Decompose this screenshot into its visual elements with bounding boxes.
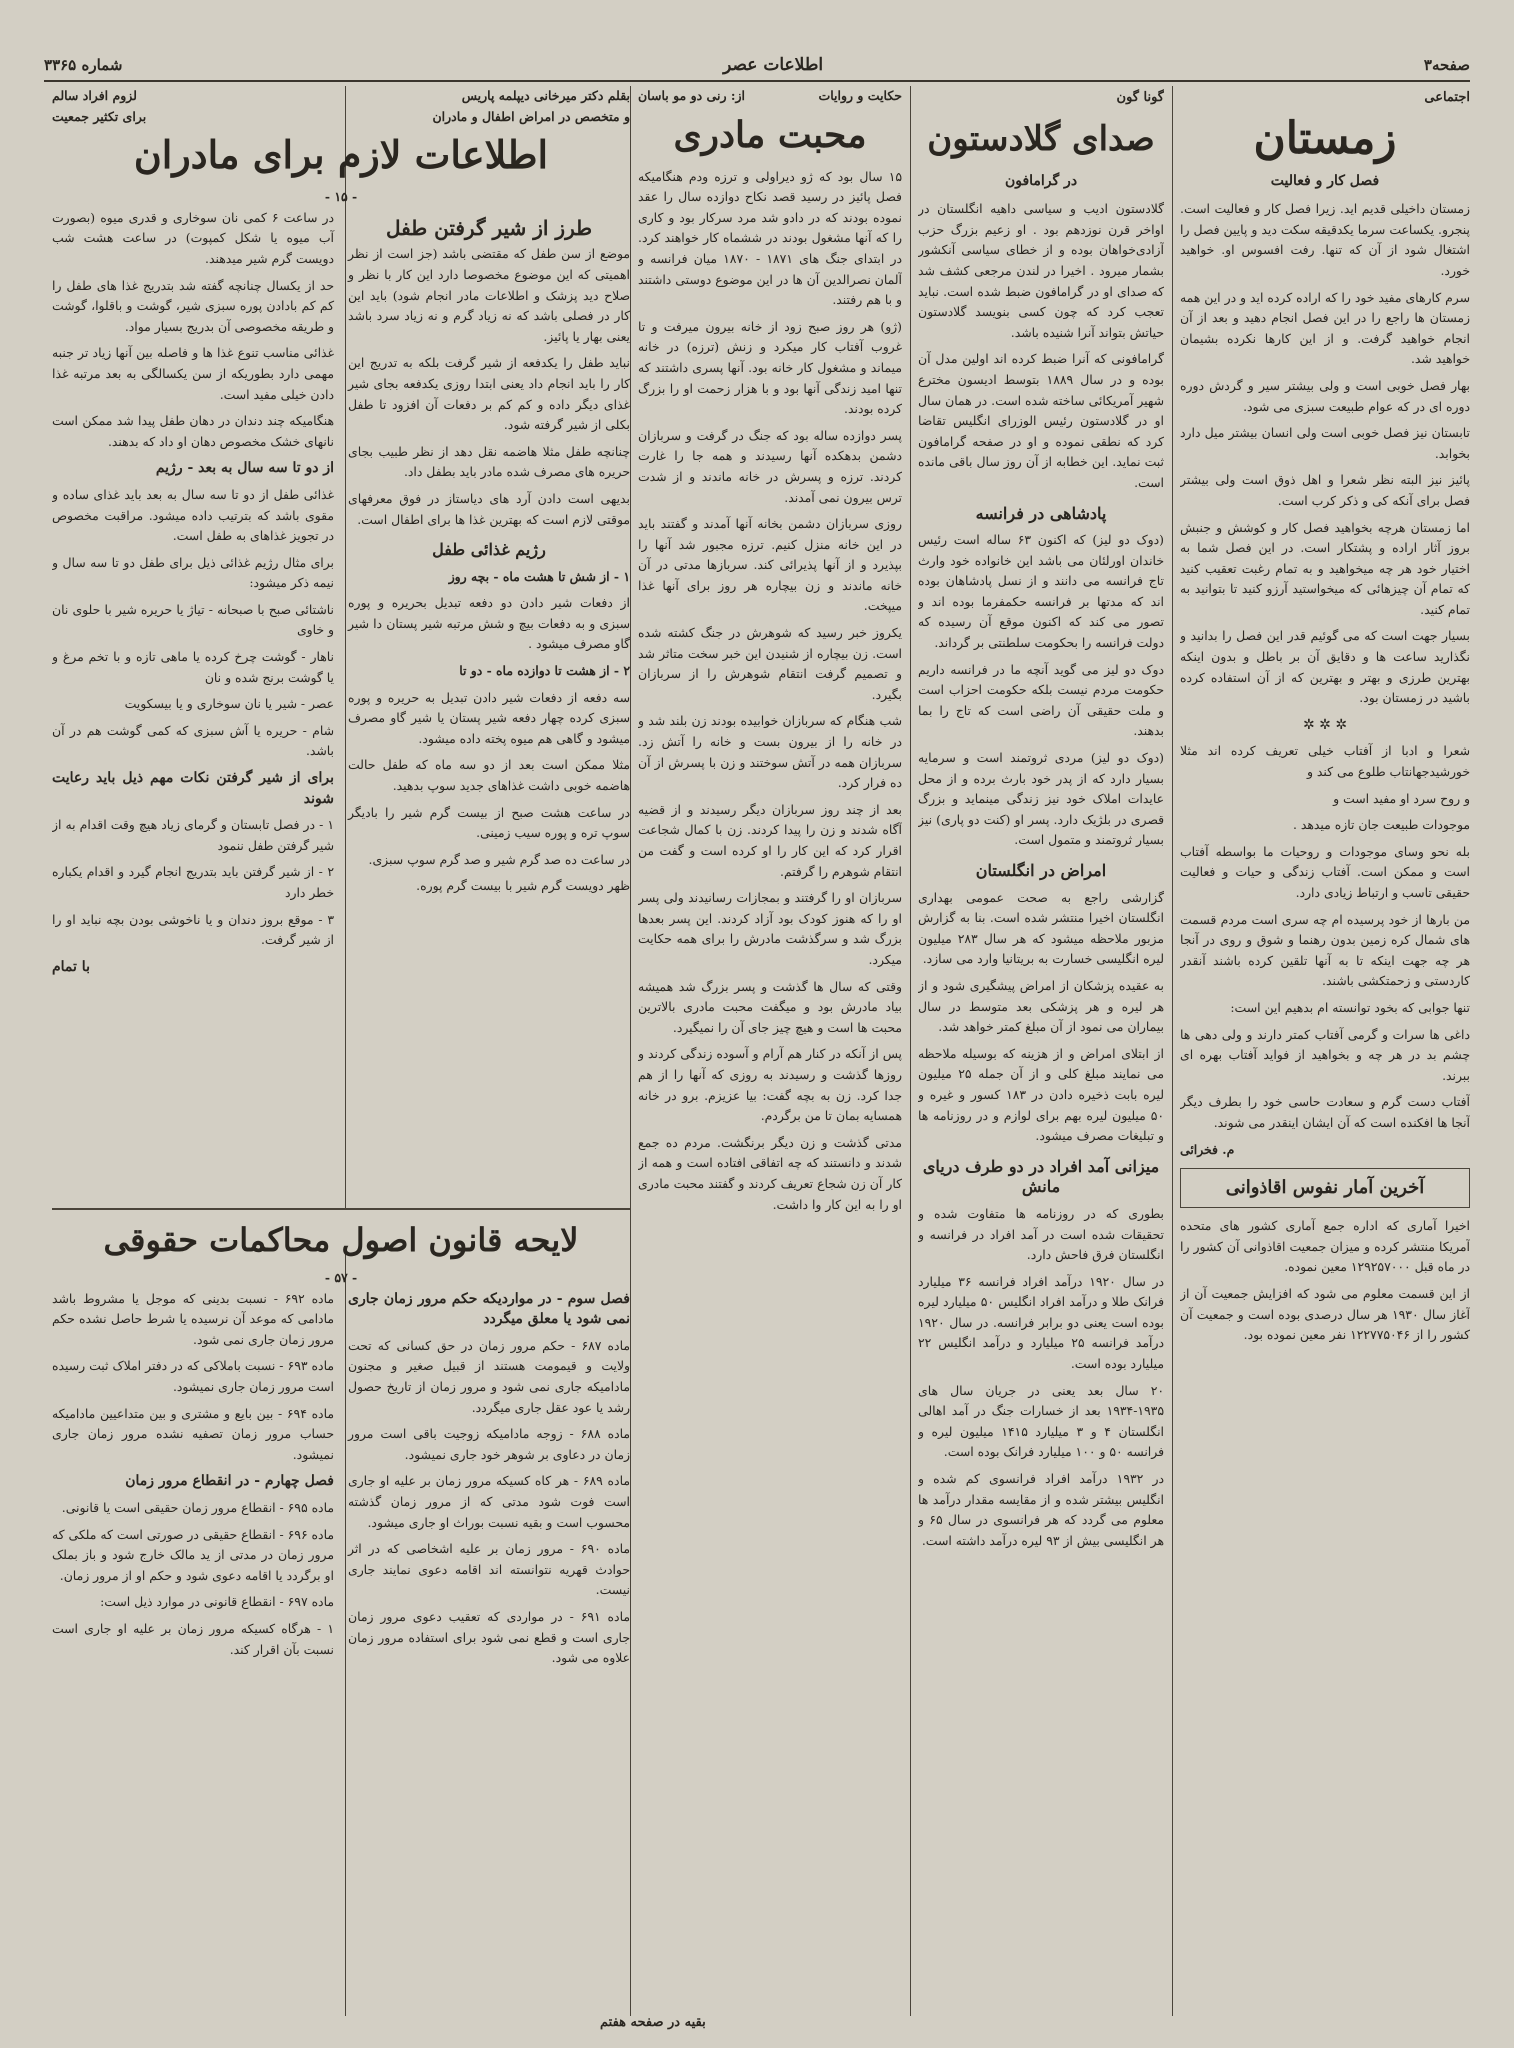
law-chapter-3: فصل سوم - در مواردیکه حکم مرور زمان جاری نمی شود یا معلق میگردد xyxy=(348,1290,630,1328)
paragraph: برای مثال رژیم غذائی ذیل برای طفل دو تا سه سال و نیمه ذکر میشود: xyxy=(52,554,334,591)
section-kicker: گونا گون xyxy=(1116,90,1164,105)
paragraph: یکروز خبر رسید که شوهرش در جنگ کشته شده است. زن بیچاره از شنیدن این خبر سخت متاثر شد و تصمیم گرفت انتقام شوهرش را از سربازان بگیرد. xyxy=(638,625,902,702)
paragraph: مدتی گذشت و زن دیگر برنگشت. مردم ده جمع شدند و دانستند که چه اتفاقی افتاده است و همه از کار آن زن شجاع تعریف کردند و گفتند محبت مادری او را به این کار وا داشت. xyxy=(638,1134,902,1212)
column-winter xyxy=(1180,86,1470,2011)
law-article: ماده ۶۹۰ - مرور زمان بر علیه اشخاصی که در اثر حوادث قهریه نتوانسته اند اقامه دعوی نمایند جاری نیست. xyxy=(348,1541,630,1598)
subhead-diet: رژیم غذائی طفل xyxy=(432,540,546,560)
column-gladstone xyxy=(918,86,1164,2011)
paragraph: گلادستون ادیب و سیاسی داهیه انگلستان در اواخر قرن نوزدهم بود . او زعیم بزرگ حزب آزادی‌خواهان بوده و از خطای سیاسی آنکشور بشمار میرود . اخیرا در لندن مرجعی کشف شد که صدای او در گرامافون ضبط شده است. نباید تعجب کرد که چون کسی بنویسد گلادستون حیاتش بتواند آنرا شنیده باشد. xyxy=(918,201,1164,340)
paragraph: بهار فصل خوبی است و ولی بیشتر سیر و گردش دوره دوره ای در که عوام طبیعت سبزی می شود. xyxy=(1180,377,1470,414)
paragraph: (دوک دو لیز) مردی ثروتمند است و سرمایه بسیار دارد که از پدر خود بارث برده و از محل عایدات املاک خود نیز زندگی مینماید و بزرگ قصری در بلژیک دارد. پسر او (کنت دو پاری) نیز بسیار ثروتمند و متمول است. xyxy=(918,750,1164,848)
paragraph: تنها جوابی که بخود توانسته ام بدهیم این است: xyxy=(1230,999,1470,1015)
paragraph: تابستان نیز فصل خوبی است ولی انسان بیشتر میل دارد بخوابد. xyxy=(1180,425,1470,461)
age-subhead: از دو تا سه سال به بعد - رژیم xyxy=(155,460,334,477)
law-article: ماده ۶۹۶ - انقطاع حقیقی در صورتی است که ملکی که مرور زمان در مدتی از ید مالک خارج شود و باز بملک او برگردد یا اقامه دعوی شود و حکم او از مرور زمان. xyxy=(52,1526,334,1583)
law-article: ماده ۶۹۴ - بین بایع و مشتری و بین متداعیین مادامیکه حساب مرور زمان تصفیه نشده مرور زمان جاری نمیشود. xyxy=(52,1405,334,1462)
paragraph: پسر دوازده ساله بود که جنگ در گرفت و سربازان دشمن بدهکده آنها رسیدند و همه جا را غارت کردند. ترزه و پسرش در خانه ماندند و از شدت ترس بیرون نمی آمدند. xyxy=(638,427,902,505)
law-article: ماده ۶۹۷ - انقطاع قانونی در موارد ذیل است: xyxy=(100,1594,334,1610)
paper-name: اطلاعات عصر xyxy=(723,55,824,75)
law-article: ماده ۶۹۵ - انقطاع مرور زمان حقیقی است یا قانونی. xyxy=(61,1499,334,1515)
story-author: از: رنی دو مو باسان xyxy=(638,88,745,103)
paragraph: وقتی که سال ها گذشت و پسر بزرگ شد همیشه بیاد مادرش بود و میگفت محبت مادری بالاترین محبت ها است و هیچ چیز جای آن را نمیگیرد. xyxy=(638,978,902,1035)
paragraph: در سال ۱۹۲۰ درآمد افراد فرانسه ۳۶ میلیارد فرانک طلا و درآمد افراد انگلیس ۵۰ میلیارد لیره بوده است یعنی دو برابر فرانسه. در سال ۱۹۲۰ درآمد فرانسه ۲۵ میلیارد و درآمد انگلیس ۲۲ میلیارد بوده است. xyxy=(918,1273,1164,1372)
law-article: ماده ۶۹۱ - در مواردی که تعقیب دعوی مرور زمان جاری است و قطع نمی شود برای استفاده مرور زمان علاوه می شود. xyxy=(348,1608,630,1666)
law-article: ماده ۶۸۹ - هر کاه کسیکه مرور زمان بر علیه او جاری است فوت شود مدتی که از مرور زمان گذشته محسوب است و بقیه نسبت بوراث او جاری میشود. xyxy=(348,1473,630,1530)
issue-number: شماره ۳۳۶۵ xyxy=(44,56,123,74)
subhead-income-channel: میزانی آمد افراد در دو طرف دریای مانش xyxy=(922,1156,1160,1197)
diet-line: مثلا ممکن است بعد از دو سه ماه که طفل حالت هاضمه خوبی داشت غذاهای جدید سوپ بدهید. xyxy=(348,757,630,794)
paragraph: چنانچه طفل مثلا هاضمه نقل دهد از نظر طبیب بجای حریره های مصرف شده مادر باید بطفل داد. xyxy=(348,443,630,480)
paragraph: حد از یکسال چنانچه گفته شد بتدریج غذا های طفل را کم کم بادادن پوره سبزی شیر، گوشت و باقلوا، گوشت و طریقه مخصوصی آن بدریج بسیار مواد. xyxy=(52,277,334,334)
paragraph: از ابتلای امراض و از هزینه که بوسیله ملاحظه می نمایند مبلغ کلی و از آن جمله ۲۵ میلیون لیره بابت ذخیره دادن در ۱۸۳ کسور و غیره و ۵۰ میلیون لیره بهم برای لوازم و در روزنامه ها و تبلیغات مصرف میشود. xyxy=(918,1045,1164,1144)
diet-line: سه دفعه از دفعات شیر دادن تبدیل به حریره و پوره سبزی کرده چهار دفعه شیر پستان یا شیر گاو مصرف میشود و گاهی هم میوه پخته داده میشود. xyxy=(348,689,630,746)
statistics-box-title: آخرین آمار نفوس اقاذوانی xyxy=(1180,1168,1470,1208)
paragraph: روزی سربازان دشمن بخانه آنها آمدند و گفتند باید در این خانه منزل کنیم. ترزه مجبور شد آنها را بپذیرد و از آنها پذیرائی کند. سربازها مدتی در آن خانه ماندند و زن بیچاره هر روز برای آنها غذا میپخت. xyxy=(638,516,902,614)
signature: م. فخرائی xyxy=(1180,1141,1235,1157)
meal-line: شام - حریره یا آش سبزی که کمی گوشت هم در آن باشد. xyxy=(52,722,334,759)
law-article: ماده ۶۹۲ - نسبت بدینی که موجل یا مشروط باشد مادامی که موعد آن نرسیده یا شرط حاصل نشده حکم مرور زمان جاری نمی شود. xyxy=(52,1290,334,1347)
note-line: ۱ - در فصل تابستان و گرمای زیاد هیچ وقت اقدام به از شیر گرفتن طفل ننمود xyxy=(52,817,334,853)
paragraph: بله نحو وسای موجودات و روحیات ما بواسطه آفتاب است و ممکن است. آفتاب زندگی و حیات و فعالیت حقیقی تاسب و ارتباط زیادی دارد. xyxy=(1180,843,1470,900)
law-number: - ۵۷ - xyxy=(324,1270,358,1285)
subhead-weaning: طرز از شیر گرفتن طفل xyxy=(385,215,593,240)
masthead xyxy=(44,50,1470,82)
paragraph: زمستان داخیلی قدیم اید. زیرا فصل کار و فعالیت است. پنجرو. یکساعت سرما یکدقیقه سکت دید و پایین فصل را اشتغال شود از آن که تنها. رفت افسوس او. خواهید خورد. xyxy=(1180,201,1470,278)
diet-line: ظهر دویست گرم شیر با بیست گرم پوره. xyxy=(416,878,630,894)
end-mark: با تمام xyxy=(52,958,90,975)
law-article: ۱ - هرگاه کسیکه مرور زمان بر علیه او جاری است نسبت بآن اقرار کند. xyxy=(52,1620,334,1657)
paragraph: ۱۵ سال بود که ژو دیراولی و ترزه ودم هنگامیکه فصل پائیز در رسید قصد نکاح دوازده سال را عقد نموده بودند که در دادو شد مرد سرکار بود و کاری را که آنها مشغول بودند در ششماه کار خواهند کرد. در ابتدای جنگ های ۱۸۷۱ - ۱۸۷۰ میان فرانسه و آلمان نصرالدین آن ها در این موضوع دوستی داشتند و با هم رفتند. xyxy=(638,168,902,308)
story-byline xyxy=(638,86,902,107)
article-byline-2 xyxy=(52,107,630,128)
law-chapter-4: فصل چهارم - در انقطاع مرور زمان xyxy=(125,1473,334,1490)
paragraph: اخیرا آماری که اداره جمع آماری کشور های متحده آمریکا منتشر کرده و میزان جمعیت اقاذوانی آن کشور را در ماه قبل ۱۲۹۲۵۷۰۰۰ معین نموده. xyxy=(1180,1218,1470,1275)
column-rule xyxy=(910,86,911,2016)
subtitle-gramophone: در گرامافون xyxy=(1004,172,1078,189)
article-byline xyxy=(52,86,630,107)
note-line: ۳ - موقع بروز دندان و یا ناخوشی بودن بچه نباید او را از شیر گرفت. xyxy=(52,911,334,948)
subtitle-winter: فصل کار و فعالیت xyxy=(1270,172,1380,189)
section-kicker: اجتماعی xyxy=(1424,90,1470,105)
paragraph: بعد از چند روز سربازان دیگر رسیدند و از قضیه آگاه شدند و زن را پیدا کردند. زن با کمال شجاعت اقرار کرد که این کار را او کرده است و گفت من انتقام شوهرم را گرفتم. xyxy=(638,801,902,879)
paragraph: غذائی مناسب تنوع غذا ها و فاصله بین آنها زیاد تر جنبه مهمی دارد بطوریکه از سن یکسالگی به بعد مرتبه غذا دادن خیلی مفید است. xyxy=(52,345,334,402)
note-line: ۲ - از شیر گرفتن باید بتدریج انجام گیرد و اقدام یکباره خطر دارد xyxy=(52,864,334,900)
article-number: - ۱۵ - xyxy=(324,189,358,205)
column-rule xyxy=(1172,86,1173,2016)
paragraph: بسیار جهت است که می گوئیم قدر این فصل را بدانید و نگذارید ساعت ها و دقایق آن بر باطل و بدون اینکه بهترین طرزی و بهتر و بهترین که از آن استفاده کرده باشید در زمستان بود. xyxy=(1180,628,1470,706)
paragraph: بطوری که در روزنامه ها متفاوت شده و تحقیقات شده است در آمد افراد در فرانسه و انگلستان فرق فاحش دارد. xyxy=(918,1205,1164,1263)
poem-line: و روح سرد او مفید است و xyxy=(1333,790,1470,806)
diet-line: از دفعات شیر دادن دو دفعه تبدیل بحریره و پوره سبزی و به دفعات بیچ و شش مرتبه شیر پستان دا شیر گاو مصرف میشود . xyxy=(348,595,630,652)
mothers-info-right-column xyxy=(348,208,630,984)
paragraph: اما زمستان هرچه بخواهید فصل کار و کوشش و جنبش بروز آثار اراده و پشتکار است. در این فصل شما به اختیار خود هر چه میخواهید و به تمام رغبت تعقیب کنید که تمام آن چیزهائی که میخواستید آرزو کنید تا بتوانید به تمام کنید. xyxy=(1180,519,1470,617)
story-kicker: حکایت و روایات xyxy=(818,88,902,103)
law-article: ماده ۶۸۷ - حکم مرور زمان در حق کسانی که تحت ولایت و قیمومت هستند از قبیل صغیر و مجنون مادامیکه جاری نمی شود و مرور زمان از تاریخ حصول رشد یا عود عقل جاری میگردد. xyxy=(348,1337,630,1415)
diet-line: ۱ - از شش تا هشت ماه - بچه روز xyxy=(448,568,630,584)
poem-line: شعرا و ادبا از آفتاب خیلی تعریف کرده اند مثلا خورشیدجهانتاب طلوع می کند و xyxy=(1180,743,1470,780)
subhead-diseases-england: امراض در انگلستان xyxy=(975,861,1107,880)
paragraph: پائیز نیز البته نظر شعرا و اهل ذوق است ولی بیشتر فصل برای آنکه کی و ذکر کرب است. xyxy=(1180,472,1470,508)
meal-line: ناهار - گوشت چرخ کرده یا ماهی تازه و با تخم مرغ و یا گوشت برنج شده و نان xyxy=(52,649,334,685)
diet-line: ۲ - از هشت تا دوازده ماه - دو تا xyxy=(459,663,630,679)
section-civil-procedure-law xyxy=(52,1216,630,2016)
paragraph: (دوک دو لیز) که اکنون ۶۳ ساله است رئیس خاندان اورلئان می باشد این خانواده خود وارث تاج فرانسه می دانند و از نسل پادشاهان بوده اند که مدتها بر فرانسه حکمفرما بوده اند و تصور می کند که اکنون موقع آن رسیده که دولت فرانسه را بحکومت سلطنتی بر گرداند. xyxy=(918,532,1164,651)
headline-mothers-info: اطلاعات لازم برای مادران xyxy=(133,132,549,178)
diet-line: در ساعت هشت صبح از بیست گرم شیر را بادیگر سوپ تره و پوره سیب زمینی. xyxy=(348,804,630,841)
page-number: صفحه۳ xyxy=(1423,56,1470,74)
paragraph: از این قسمت معلوم می شود که افزایش جمعیت آن از آغاز سال ۱۹۳۰ هر سال درصدی بوده است و جمعیت آن کشور را از ۱۲۲۷۷۵۰۴۶ نفر معین نموده بود. xyxy=(1180,1285,1470,1343)
law-left-column xyxy=(52,1289,334,1675)
column-rule xyxy=(630,86,631,2016)
column-mothers-info xyxy=(52,86,630,1198)
law-article: ماده ۶۸۸ - زوجه مادامیکه زوجیت باقی است مرور زمان در دعاوی بر شوهر خود جاری نمیشود. xyxy=(348,1426,630,1462)
paragraph: غذائی طفل از دو تا سه سال به بعد باید غذای ساده و مقوی باشد که بترتیب داده میشود. مراقبت مخصوص در تجویز غذاهای به طفل است. xyxy=(52,486,334,544)
series-line-2: برای تکثیر جمعیت xyxy=(52,108,147,124)
author-line-2: و متخصص در امراض اطفال و مادران xyxy=(432,108,630,124)
column-mothers-love xyxy=(638,86,902,2011)
headline-mothers-love: محبت مادری xyxy=(673,113,867,156)
paragraph: بدیهی است دادن آرد های دیاستاز در فوق معرفهای موقتی لازم است که بهترین غذا ها برای اطفال است. xyxy=(348,490,630,527)
law-right-column xyxy=(348,1289,630,1675)
paragraph: هنگامیکه چند دندان در دهان طفل پیدا شد ممکن است نانهای خشک مخصوص دهان او داد که بدهند. xyxy=(52,413,334,449)
paragraph: (ژو) هر روز صبح زود از خانه بیرون میرفت و تا غروب آفتاب کار میکرد و زنش (ترزه) در خانه میماند و مشغول کار خانه بود. آنها پسری داشتند که تنها امید زندگی آنها بود و با هزار زحمت او را بزرگ کرده بودند. xyxy=(638,318,902,417)
poem-line: موجودات طبیعت جان تازه میدهد . xyxy=(1293,817,1470,833)
paragraph: آفتاب دست گرم و سعادت حاسی خود را بطرف دیگر آنجا ها افکنده است که آن ایشان اینقدر می شوند. xyxy=(1180,1094,1470,1130)
paragraph: نباید طفل را یکدفعه از شیر گرفت بلکه به تدریج این کار را باید انجام داد یعنی ابتدا روزی یکدفعه بجای شیر غذای دیگر داده و کم کم بر دفعات آن افزود تا طفل بکلی از شیر گرفته شود. xyxy=(348,355,630,433)
paragraph: سربازان او را گرفتند و بمجازات رسانیدند ولی پسر او را که هنوز کودک بود آزاد کردند. این پسر بعدها بزرگ شد و سرگذشت مادرش را برای همه حکایت میکرد. xyxy=(638,890,902,967)
series-line: لزوم افراد سالم xyxy=(52,88,137,103)
section-rule xyxy=(52,1208,630,1210)
paragraph: سرم کارهای مفید خود را که اراده کرده اید و در این همه زمستان ها راجع را در این فصل انجام دهید و بعد از آن انجام خواهید گرفت. و از این کارها نکرده بشیمان خواهید شد. xyxy=(1180,289,1470,367)
paragraph: در ۱۹۳۲ درآمد افراد فرانسوی کم شده و انگلیس بیشتر شده و از مقایسه مقدار درآمد ها معلوم می گردد که هر فرانسوی در سال ۶۵ و هر انگلیسی بیش از ۹۳ لیره درآمد داشته است. xyxy=(918,1471,1164,1548)
meal-line: ناشتائی صبح با صبحانه - تیاژ یا حریره شیر با حلوی نان و خاوی xyxy=(52,601,334,638)
diet-line: در ساعت ده صد گرم شیر و صد گرم سوپ سبزی. xyxy=(368,851,630,867)
headline-civil-procedure: لایحه قانون اصول محاکمات حقوقی xyxy=(103,1221,579,1259)
subhead-france-king: پادشاهی در فرانسه xyxy=(975,503,1107,523)
paragraph: دوک دو لیز می گوید آنچه ما در فرانسه داریم حکومت مردم نیست بلکه حکومت احزاب است و ملت حقیقی آن راضی است که تاج را بما بدهند. xyxy=(918,661,1164,739)
paragraph: گرامافونی که آنرا ضبط کرده اند اولین مدل آن بوده و در سال ۱۸۸۹ بتوسط ادیسون مخترع شهیر آمریکائی ساخته شده است. در همان سال او در گلادستون رئیس الوزرای انگلیس تقاضا کرد که نطقی نموده و او در صفحه گرامافون ثبت نماید. این خطابه از آن روز سال باقی مانده است. xyxy=(918,351,1164,490)
paragraph: موضع از سن طفل که مقتضی باشد (جز است از نظر اهمیتی که این موضوع مخصوصا دارد این کار با نظر و صلاح دید پزشک و اطلاعات مادر انجام شود) باید این کار در فصلی باشد که نه زیاد گرم و نه زیاد سرد باشد یعنی بهار یا پائیز. xyxy=(348,246,630,344)
paragraph: در ساعت ۶ کمی نان سوخاری و قدری میوه (بصورت آب میوه یا شکل کمپوت) در ساعت هشت شب دویست گرم شیر میدهند. xyxy=(52,209,334,266)
continued-note: بقیه در صفحه هفتم xyxy=(600,2015,706,2030)
paragraph: گزارشی راجع به صحت عمومی بهداری انگلستان اخیرا منتشر شده است. بنا به گزارش مزبور ملاحظه میشود که هر سال ۲۸۳ میلیون لیره انگلیسی خسارت به بریتانیا وارد می سازد. xyxy=(918,889,1164,967)
paragraph: من بارها از خود پرسیده ام چه سری است مردم قسمت های شمال کره زمین بدون رهنما و شوق و روی در آنجا هر چه جهت اینکه تا به آنها تلقین کرده باشند آنقدر کاردستی و زحمتکشی باشند. xyxy=(1180,911,1470,989)
author-line: بقلم دکتر میرخانی دیپلمه پاریس xyxy=(461,88,630,103)
headline-gladstone: صدای گلادستون xyxy=(927,118,1155,159)
law-article: ماده ۶۹۳ - نسبت باملاکی که در دفتر املاک ثبت رسیده است مرور زمان جاری نمیشود. xyxy=(52,1358,334,1394)
paragraph: شب هنگام که سربازان خوابیده بودند زن بلند شد و در خانه را از بیرون بست و خانه را آتش زد. سربازان همه در آتش سوختند و زن با پسرش از آن ده فرار کرد. xyxy=(638,713,902,791)
paragraph: ۲۰ سال بعد یعنی در جریان سال های ۱۹۳۵-۱۹۳۴ بعد از خسارات جنگ در آمد اهالی انگلستان ۴ و ۳ میلیارد ۱۴۱۵ میلیون لیره و فرانسه ۵۰ و ۱۰۰ میلیارد فرانک بوده است. xyxy=(918,1382,1164,1460)
paragraph: پس از آنکه در کنار هم آرام و آسوده زندگی کردند و روزها گذشت و رسیدند به روزی که آنها را از هم جدا کرد. زن به بچه گفت: بیا عزیزم. برو در خانه همسایه بمان تا من برگردم. xyxy=(638,1046,902,1124)
star-separator: ✲ ✲ ✲ xyxy=(1302,716,1348,733)
mothers-info-left-column xyxy=(52,208,334,984)
paragraph: داغی ها سرات و گرمی آفتاب کمتر دارند و ولی دهی ها چشم بد در هر چه و بخواهید از فواید آفتاب بهره ای ببرند. xyxy=(1180,1026,1470,1083)
notes-subhead: برای از شیر گرفتن نکات مهم ذیل باید رعایت شوند xyxy=(52,770,334,807)
meal-line: عصر - شیر یا نان سوخاری و یا بیسکویت xyxy=(124,696,334,712)
headline-winter: زمستان xyxy=(1253,112,1397,164)
paragraph: به عقیده پزشکان از امراض پیشگیری شود و از هر لیره و هر پزشکی بعد متوسط در سال بیماران می نمود از آن مبلغ کمتر خواهد شد. xyxy=(918,977,1164,1035)
